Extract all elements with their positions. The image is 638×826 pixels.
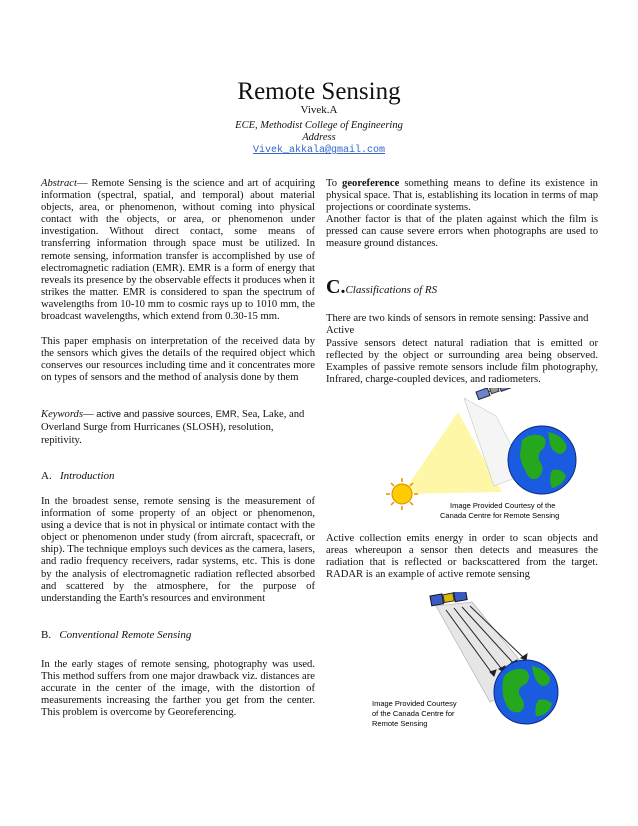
keywords-part1: active and passive sources, EMR, <box>96 409 240 420</box>
fig1-caption-line2: Canada Centre for Remote Sensing <box>440 511 560 520</box>
keywords-label: Keywords <box>41 409 83 420</box>
section-b-label: B. <box>41 629 52 641</box>
active-sensing-text: Active collection emits energy in order to scan objects and areas whereupon a sensor then detects and measures the radiation that is reflected or backscattered from the target. RADAR is an example of active remote sensing <box>326 533 598 581</box>
abstract-text: Remote Sensing is the science and art of acquiring information (spectral, spatial, and temporal) about material objects, area, or phenomenon, without coming into physical contact with the objects, or area, or phenomenon under investigation. Without direct contact, some means of transferring information through space must be utilized. In remote sensing, information transfer is accomplished by use of electromagnetic radiation (EMR). EMR is a form of energy that reveals its presence by the observable effects it produces when it strikes the matter. EMR is considered to span the spectrum of wavelengths from 10-10 mm to cosmic rays up to 1010 mm, the broadcast wavelengths, which extend from 0.30-15 mm. <box>41 178 315 323</box>
section-c-text-2: Passive sensors detect natural radiation that is emitted or reflected by the object or surrounding area being observed. Examples of passive remote sensors include film photography, Infrared, charge-coupled devices, and radiometers. <box>326 338 598 386</box>
earth-icon <box>494 660 558 724</box>
keywords <box>41 408 315 447</box>
georeference-paragraph <box>326 178 598 251</box>
section-b-text: In the early stages of remote sensing, photography was used. This method suffers from one major drawback viz. distances are accurate in the center of the image, with the distortion of measurements increasing the farther you get from the center. This problem is overcome by Georeferencing. <box>41 659 315 719</box>
paper-title: Remote Sensing <box>237 78 401 105</box>
georef-pre: To <box>326 178 338 189</box>
section-a-title: Introduction <box>59 470 115 482</box>
fig2-caption-line1: Image Provided Courtesy <box>372 699 457 708</box>
author-name: Vivek.A <box>300 104 338 116</box>
satellite-icon <box>476 388 513 400</box>
keywords-dash: — <box>82 409 94 420</box>
abstract <box>41 178 315 323</box>
section-c-label: C. <box>326 276 346 298</box>
section-c-heading <box>326 276 598 299</box>
section-a-heading <box>41 470 315 483</box>
affiliation: ECE, Methodist College of Engineering <box>235 120 403 131</box>
email-link[interactable]: Vivek_akkala@gmail.com <box>252 145 386 156</box>
fig2-caption-line2: of the Canada Centre for <box>372 709 455 718</box>
address: Address <box>302 132 336 143</box>
section-a-text: In the broadest sense, remote sensing is the measurement of information of some property of an object or phenomenon, using a device that is not in physical or intimate contact with the object or phenomenon under study (from aircraft, spacecraft, or ship). The technique employs such devices as the camera, lasers, and radio frequency receivers, radar systems, etc. This is done by the analysis of electromagnetic radiation reflected absorbed and scattered by the atmosphere, for the purpose of understanding the Earth's resources and environment <box>41 496 315 604</box>
section-c-title: Classifications of RS <box>345 284 438 296</box>
keywords-part2: Sea, Lake, and Overland Surge from Hurricanes (SLOSH), resolution, repitivity. <box>41 409 305 446</box>
abstract-paragraph-2: This paper emphasis on interpretation of the received data by the sensors which gives the details of the required object which conserves our resources including time and it concentrates more on types of sensors and the method of analysis done by them <box>41 336 315 384</box>
active-sensing-figure <box>366 592 576 732</box>
section-b-heading <box>41 629 315 642</box>
earth-icon <box>508 426 576 494</box>
georef-term: georeference <box>342 178 400 189</box>
fig1-caption-line1: Image Provided Courtesy of the <box>450 501 556 510</box>
section-b-title: Conventional Remote Sensing <box>59 629 192 641</box>
georef-text-2: Another factor is that of the platen against which the film is pressed can cause severe errors when photographs are used to measure ground distances. <box>326 214 598 250</box>
abstract-label: Abstract <box>41 178 77 189</box>
fig2-caption-line3: Remote Sensing <box>372 719 428 728</box>
abstract-dash: — <box>76 178 88 189</box>
georef-text: something means to define its existence in physical space. That is, establishing its location in terms of map projections or coordinate systems. <box>326 178 598 214</box>
section-a-label: A. <box>41 470 52 482</box>
section-c-text-1: There are two kinds of sensors in remote sensing: Passive and Active <box>326 313 589 337</box>
passive-sensing-figure <box>376 388 598 524</box>
